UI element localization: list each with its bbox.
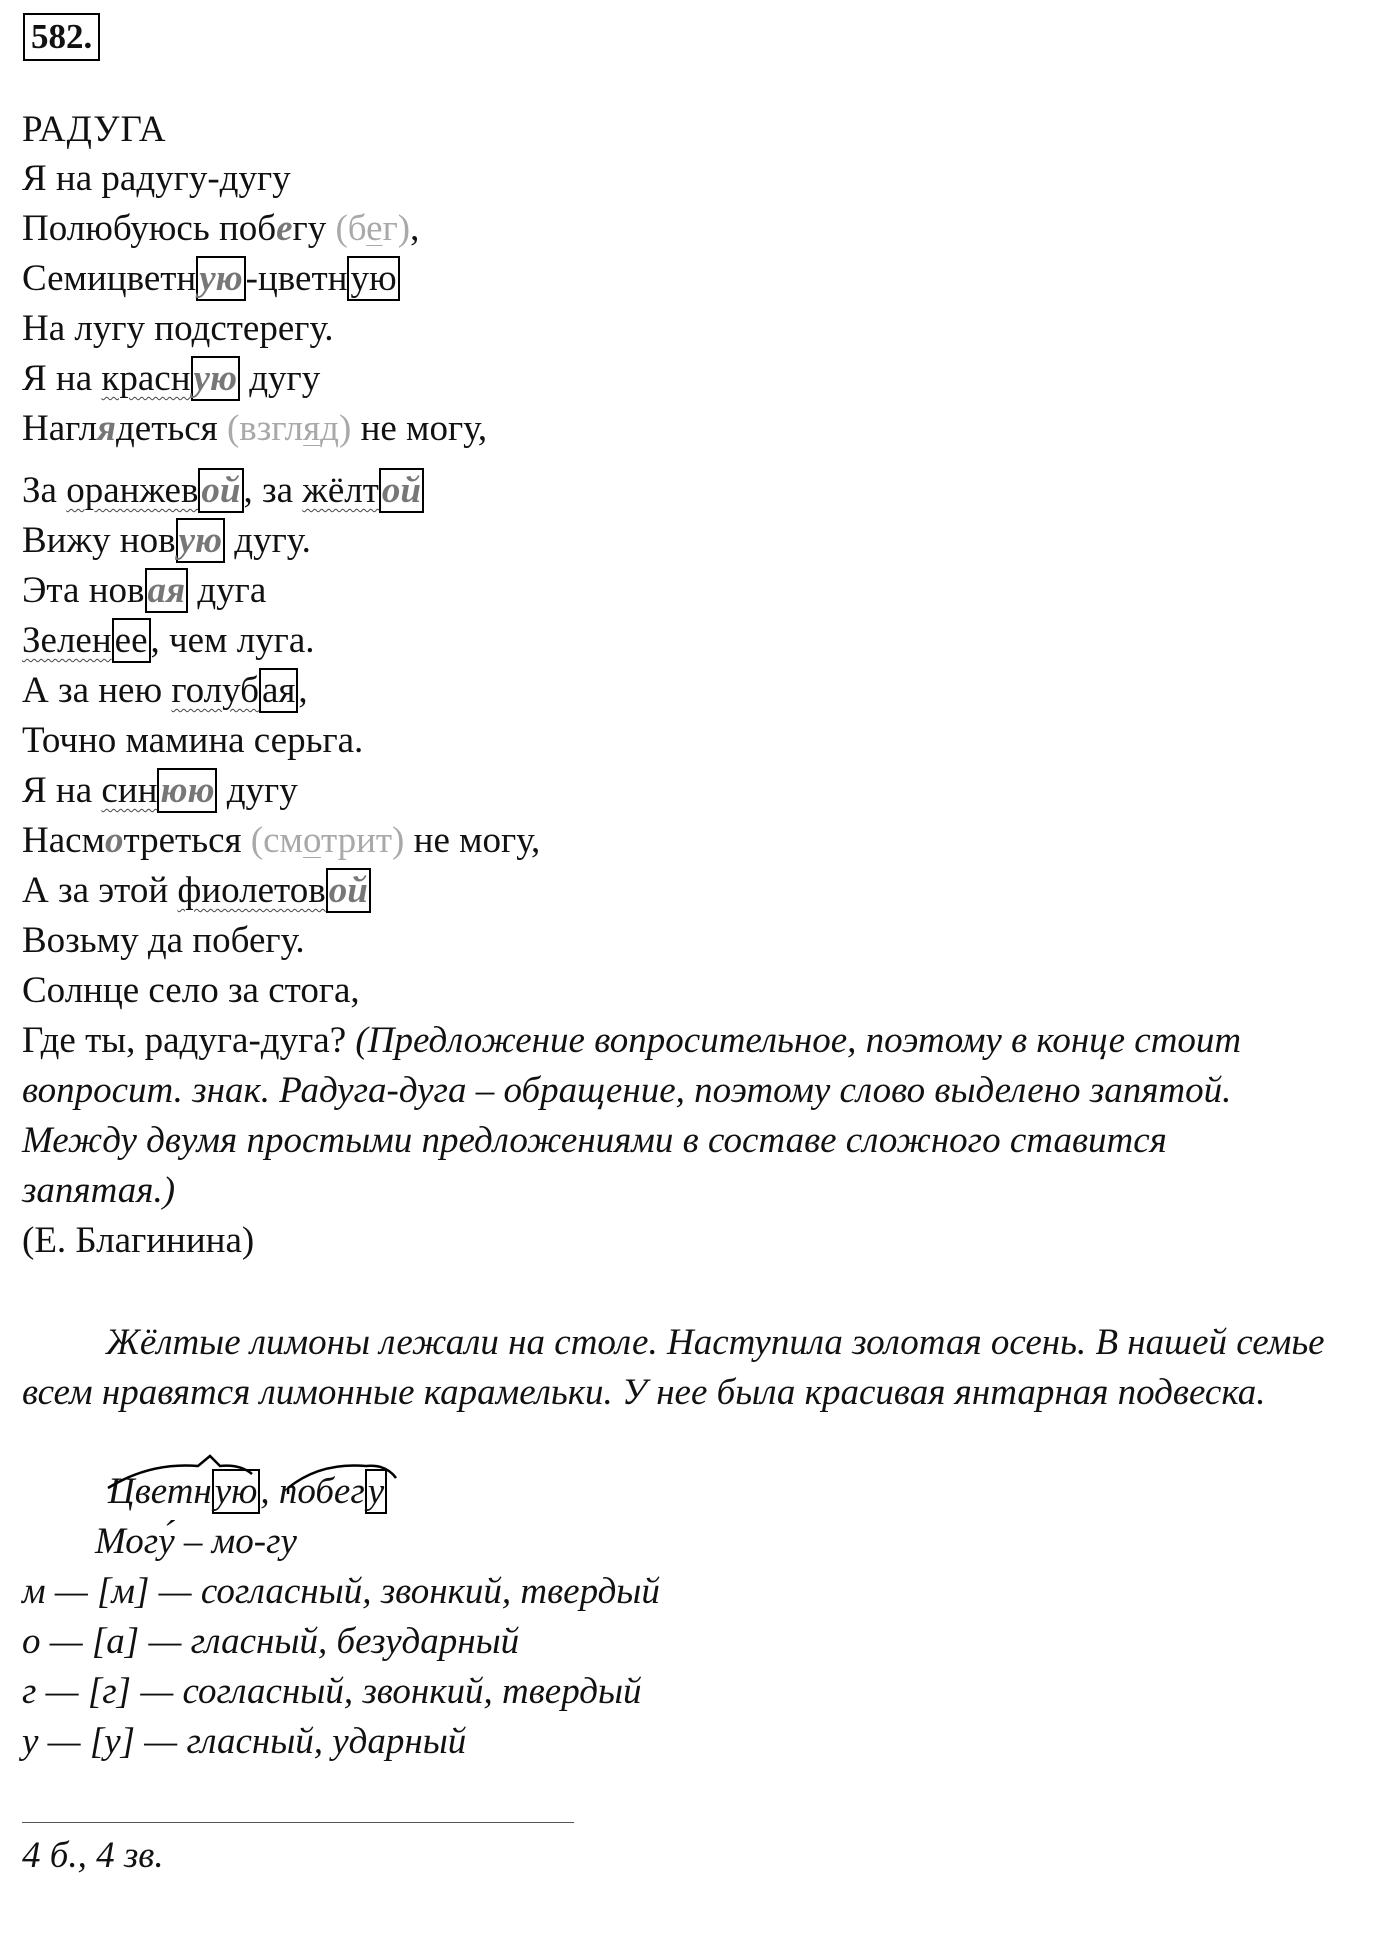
inserted-letter: я: [96, 408, 116, 449]
text: За: [22, 470, 67, 511]
poem-line: Солнце село за стога,: [22, 970, 360, 1011]
text: Нас: [22, 820, 82, 861]
wavy-word: жёлт: [302, 470, 379, 511]
text: , за: [243, 470, 303, 511]
note-line: вопросит. знак. Радуга-дуга – обращение, поэтому слово выделено запятой.: [22, 1070, 1232, 1111]
phonetic-footer: 4 б., 4 зв.: [22, 1835, 164, 1876]
text: не могу,: [351, 408, 488, 449]
text: гу: [292, 208, 336, 249]
poem-line: [22, 205, 419, 253]
ending-box: ую: [196, 256, 245, 301]
text: Нагл: [22, 408, 97, 449]
phonetic-title: Могу́ – мо-гу: [95, 1521, 297, 1562]
text: ,: [298, 670, 308, 711]
text: дугу.: [225, 520, 311, 561]
morph-word: Цветн: [108, 1471, 212, 1512]
ending-box: ой: [379, 468, 424, 513]
wavy-word: красн: [101, 358, 191, 399]
text: Вижу нов: [22, 520, 176, 561]
text: треться: [123, 820, 251, 861]
inserted-letter: е: [276, 208, 293, 249]
author: (Е. Благинина): [22, 1220, 255, 1261]
check-word: (бег): [335, 208, 411, 249]
ending-box: ая: [145, 568, 189, 613]
poem-line: [22, 255, 400, 303]
morph-ending: у: [365, 1469, 387, 1514]
wavy-word: син: [101, 770, 158, 811]
wavy-word: оранжев: [66, 470, 199, 511]
note: (Предложение вопросительное, поэтому в конце стоит: [355, 1020, 1242, 1061]
poem-line: [22, 667, 308, 715]
phonetic-row: м — [м] — согласный, звонкий, твердый: [22, 1571, 660, 1612]
poem-line: [22, 467, 424, 515]
morph-analysis: [108, 1468, 387, 1516]
text: ,: [260, 1471, 279, 1512]
note-line: Между двумя простыми предложениями в составе сложного ставится: [22, 1120, 1167, 1161]
poem-line: Я на радугу-дугу: [22, 158, 291, 199]
poem-line: [22, 405, 487, 453]
poem-line: [22, 1017, 1241, 1065]
ending-box: ой: [198, 468, 243, 513]
text: А за этой: [22, 870, 178, 911]
poem-line: [22, 817, 540, 865]
text: дугу: [239, 358, 321, 399]
text: дугу: [217, 770, 298, 811]
text: Я на: [22, 770, 102, 811]
ending-box: юю: [157, 768, 217, 813]
text: , чем луга.: [150, 620, 315, 661]
poem-line: [22, 867, 371, 915]
divider: [22, 1822, 574, 1823]
text: Семицветн: [22, 258, 197, 299]
text: Полюбуюсь поб: [22, 208, 277, 249]
check-word: (смотрит): [250, 820, 405, 861]
note-line: запятая.): [22, 1170, 176, 1211]
text: Где ты, радуга-дуга?: [22, 1020, 356, 1061]
text: Я на: [22, 358, 102, 399]
text: ,: [410, 208, 420, 249]
text: дуга: [188, 570, 267, 611]
phonetic-row: у — [у] — гласный, ударный: [22, 1721, 467, 1762]
sentences-paragraph: Жёлтые лимоны лежали на столе. Наступила золотая осень. В нашей семье всем нравятся лимонные карамельки. У нее была красивая янтарная подвеска.: [22, 1322, 1325, 1413]
check-word-vowel: я: [303, 408, 321, 449]
poem-line: На лугу подстерегу.: [22, 308, 334, 349]
ending-box: ую: [347, 256, 399, 301]
wavy-word: фиолетов: [177, 870, 326, 911]
text: м: [81, 820, 105, 861]
poem-line: [22, 567, 266, 615]
poem-title: РАДУГА: [22, 109, 167, 150]
poem-line: Точно мамина серьга.: [22, 720, 364, 761]
phonetic-row: о — [а] — гласный, безударный: [22, 1621, 520, 1662]
poem-line: [22, 517, 311, 565]
text: не могу,: [404, 820, 541, 861]
ending-box: ую: [176, 518, 225, 563]
ending-box: ую: [191, 356, 240, 401]
check-word: (взгляд): [226, 408, 352, 449]
ending-box: ее: [112, 618, 151, 663]
exercise-number: 582.: [23, 13, 100, 61]
poem-line: [22, 767, 298, 815]
check-word-vowel: е: [366, 208, 383, 249]
text: деться: [115, 408, 227, 449]
poem-line: [22, 355, 320, 403]
text: Эта нов: [22, 570, 145, 611]
wavy-word: голуб: [171, 670, 259, 711]
wavy-word: Зелен: [22, 620, 112, 661]
text: А за нею: [22, 670, 172, 711]
text: -цветн: [245, 258, 348, 299]
ending-box: ой: [326, 868, 371, 913]
inserted-letter: о: [105, 820, 124, 861]
ending-box: ая: [259, 668, 298, 713]
poem-line: Возьму да побегу.: [22, 920, 305, 961]
check-word-vowel: о: [302, 820, 321, 861]
poem-line: [22, 617, 315, 665]
morph-word: побег: [278, 1471, 365, 1512]
phonetic-row: г — [г] — согласный, звонкий, твердый: [22, 1671, 642, 1712]
morph-ending: ую: [212, 1469, 261, 1514]
